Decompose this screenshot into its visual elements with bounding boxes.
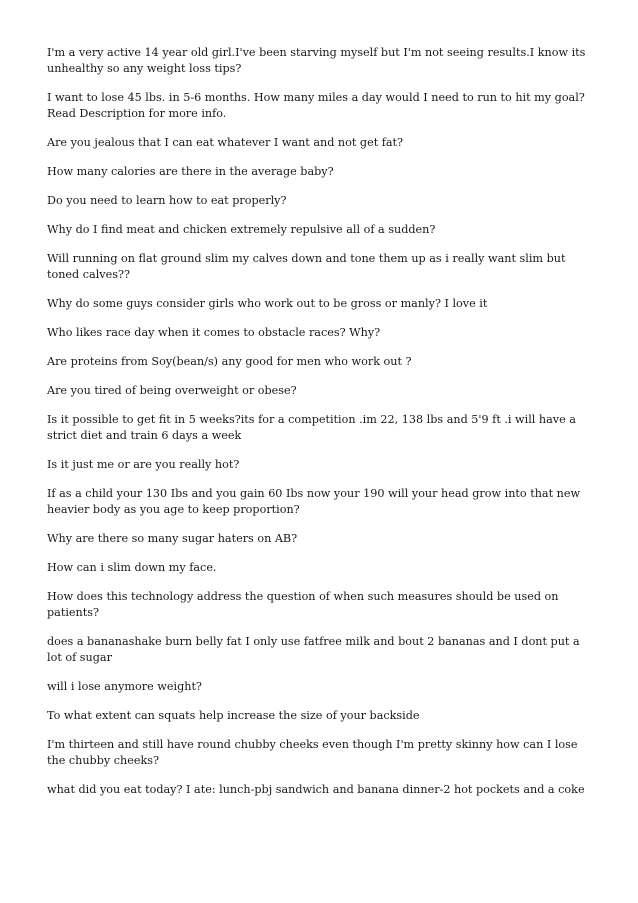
question-item: Are you jealous that I can eat whatever I want and not get fat? [47, 136, 404, 149]
question-item: Will running on flat ground slim my calves down and tone them up as i really want slim but toned calves?? [47, 252, 566, 281]
question-item: what did you eat today? I ate: lunch-pbj sandwich and banana dinner-2 hot pockets and a coke [47, 783, 585, 796]
question-list [47, 45, 595, 811]
question-item: does a bananashake burn belly fat I only use fatfree milk and bout 2 bananas and I dont put a lot of sugar [47, 635, 580, 664]
question-item: Are proteins from Soy(bean/s) any good for men who work out ? [47, 355, 412, 368]
question-item: How can i slim down my face. [47, 561, 217, 574]
question-item: To what extent can squats help increase the size of your backside [47, 709, 420, 722]
question-item: will i lose anymore weight? [47, 680, 202, 693]
question-item: If as a child your 130 Ibs and you gain 60 Ibs now your 190 will your head grow into that new heavier body as you age to keep proportion? [47, 487, 581, 516]
question-item: Is it possible to get fit in 5 weeks?its for a competition .im 22, 138 lbs and 5'9 ft .i will have a strict diet and train 6 days a week [47, 413, 576, 442]
question-item: I'm thirteen and still have round chubby cheeks even though I'm pretty skinny how can I lose the chubby cheeks? [47, 738, 578, 767]
question-item: How many calories are there in the average baby? [47, 165, 334, 178]
question-item: Is it just me or are you really hot? [47, 458, 240, 471]
question-item: Are you tired of being overweight or obese? [47, 384, 297, 397]
question-item: Why are there so many sugar haters on AB? [47, 532, 298, 545]
question-item: Who likes race day when it comes to obstacle races? Why? [47, 326, 381, 339]
question-item: I want to lose 45 lbs. in 5-6 months. How many miles a day would I need to run to hit my goal? Read Description for more info. [47, 91, 585, 120]
question-item: Why do I find meat and chicken extremely repulsive all of a sudden? [47, 223, 436, 236]
question-item: Do you need to learn how to eat properly? [47, 194, 287, 207]
question-item: How does this technology address the question of when such measures should be used on patients? [47, 590, 559, 619]
question-item: I'm a very active 14 year old girl.I've been starving myself but I'm not seeing results.I know its unhealthy so any weight loss tips? [47, 46, 586, 75]
question-item: Why do some guys consider girls who work out to be gross or manly? I love it [47, 297, 488, 310]
